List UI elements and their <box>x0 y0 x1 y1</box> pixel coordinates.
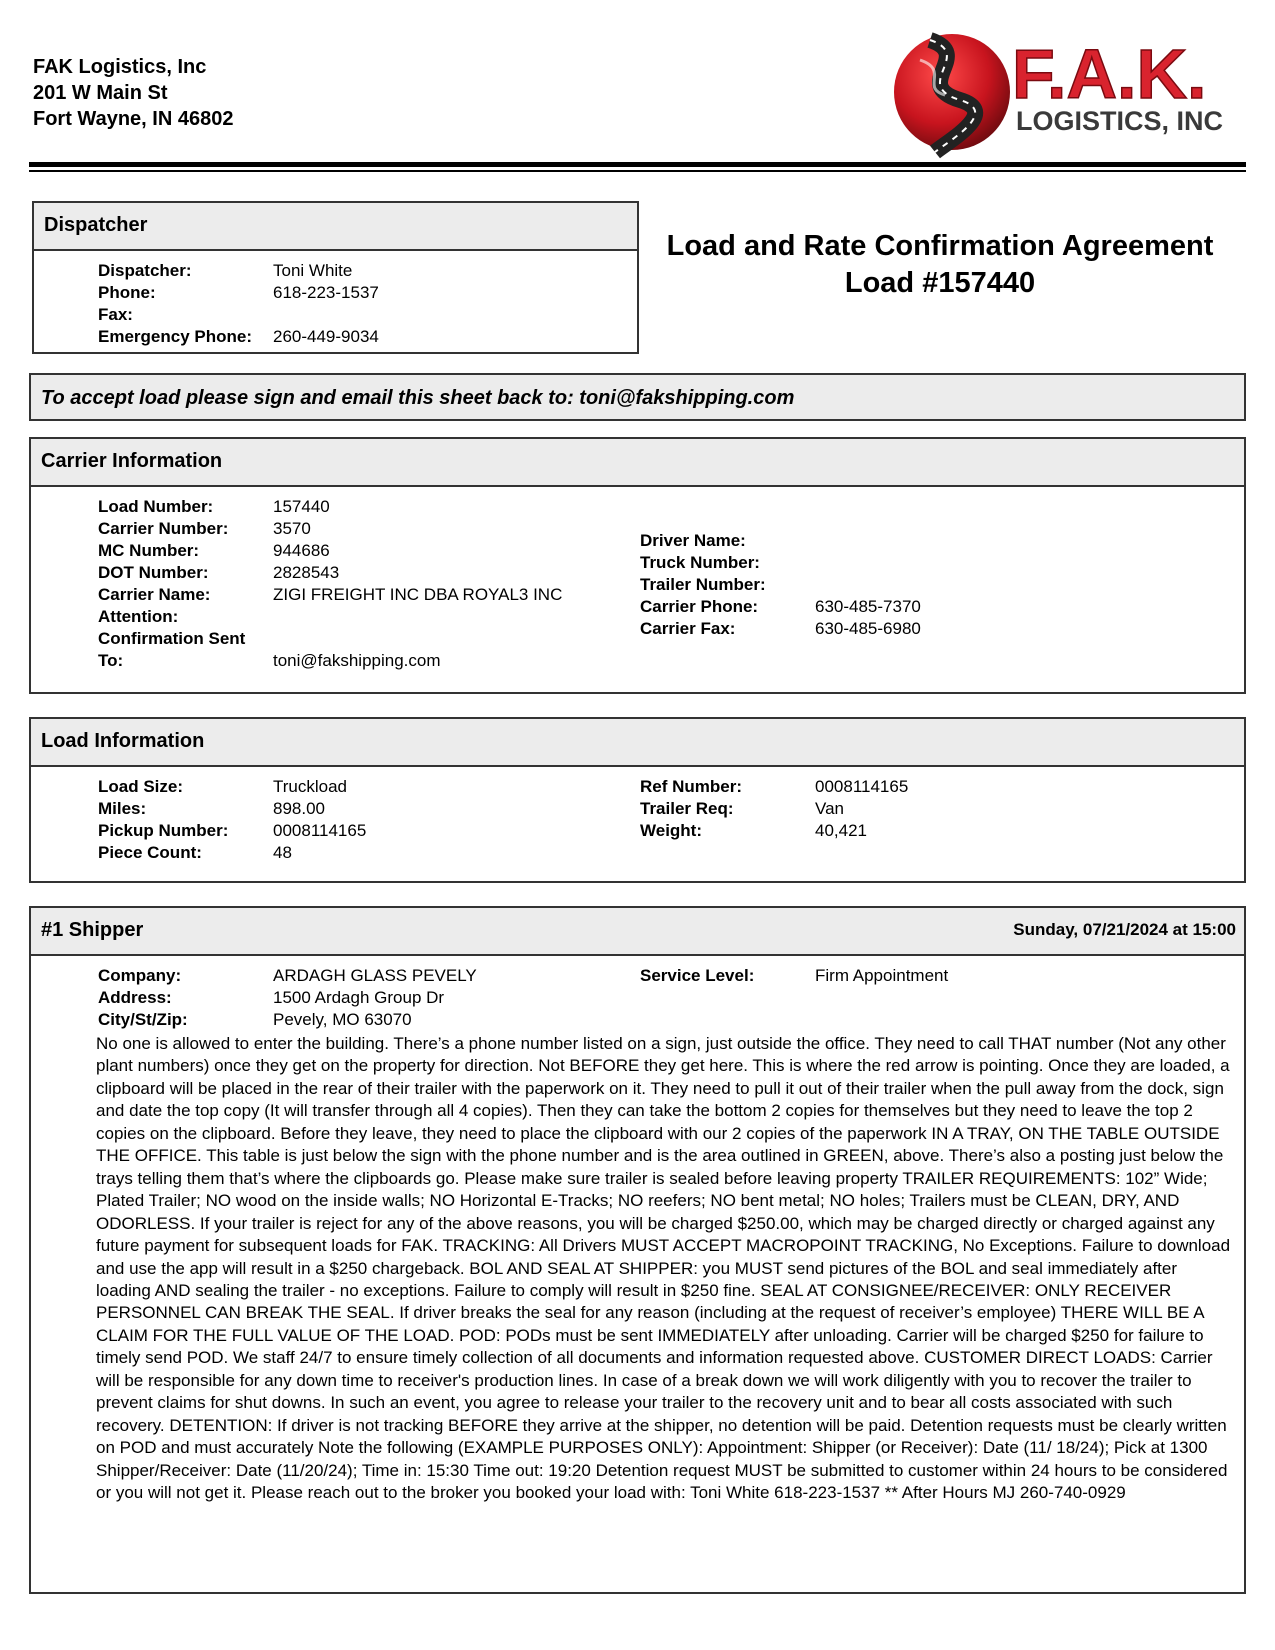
piece-count-label: Piece Count: <box>98 843 202 862</box>
carrier-info-header-label: Carrier Information <box>41 450 223 472</box>
mc-number-value: 944686 <box>273 541 330 560</box>
attention-label: Attention: <box>98 607 179 626</box>
trailer-req-label: Trailer Req: <box>640 799 734 818</box>
miles-label: Miles: <box>98 799 147 818</box>
dispatcher-box <box>32 201 639 354</box>
emergency-phone-value: 260-449-9034 <box>273 327 379 346</box>
carrier-fax-label: Carrier Fax: <box>640 619 736 638</box>
ref-number-value: 0008114165 <box>815 777 909 796</box>
load-info-header-label: Load Information <box>41 730 205 752</box>
load-info-box <box>29 717 1246 883</box>
company-street: 201 W Main St <box>33 82 168 104</box>
fak-logo <box>890 30 1240 160</box>
trailer-req-value: Van <box>815 799 844 818</box>
carrier-fax-value: 630-485-6980 <box>815 619 921 638</box>
header-rule-thin <box>29 170 1246 172</box>
service-level-value: Firm Appointment <box>815 966 949 985</box>
emergency-phone-label: Emergency Phone: <box>98 327 252 346</box>
dispatcher-header <box>34 203 637 251</box>
carrier-phone-label: Carrier Phone: <box>640 597 759 616</box>
truck-number-label: Truck Number: <box>640 553 760 572</box>
carrier-name-value: ZIGI FREIGHT INC DBA ROYAL3 INC <box>273 585 563 604</box>
shipper-header-label: #1 Shipper <box>41 919 144 941</box>
phone-label: Phone: <box>98 283 156 302</box>
dot-number-value: 2828543 <box>273 563 340 582</box>
company-name: FAK Logistics, Inc <box>33 56 207 78</box>
load-size-label: Load Size: <box>98 777 184 796</box>
fax-label: Fax: <box>98 305 133 324</box>
carrier-info-box <box>29 437 1246 694</box>
document-title-line1: Load and Rate Confirmation Agreement <box>666 230 1214 262</box>
pickup-number-label: Pickup Number: <box>98 821 229 840</box>
dot-number-label: DOT Number: <box>98 563 209 582</box>
load-size-value: Truckload <box>273 777 348 796</box>
shipper-address-value: 1500 Ardagh Group Dr <box>273 988 445 1007</box>
shipper-city-label: City/St/Zip: <box>98 1010 188 1029</box>
shipper-datetime: Sunday, 07/21/2024 at 15:00 <box>1013 920 1236 939</box>
mc-number-label: MC Number: <box>98 541 200 560</box>
logo-sub-text: LOGISTICS, INC <box>1016 106 1224 136</box>
shipper-header <box>31 908 1244 956</box>
logo-brand-text: F.A.K. <box>1012 35 1207 113</box>
accept-instructions-text: To accept load please sign and email this sheet back to: toni@fakshipping.com <box>41 387 795 409</box>
phone-value: 618-223-1537 <box>273 283 379 302</box>
company-address <box>33 54 233 132</box>
accept-instructions <box>29 373 1246 421</box>
pickup-number-value: 0008114165 <box>273 821 367 840</box>
load-info-header <box>31 719 1244 767</box>
carrier-phone-value: 630-485-7370 <box>815 597 921 616</box>
road-swirl-icon <box>894 34 1010 152</box>
carrier-info-header <box>31 439 1244 487</box>
dispatcher-value: Toni White <box>273 261 353 280</box>
header-rule-thick <box>29 162 1246 167</box>
miles-value: 898.00 <box>273 799 325 818</box>
shipper-address-label: Address: <box>98 988 172 1007</box>
service-level-label: Service Level: <box>640 966 755 985</box>
piece-count-value: 48 <box>273 843 292 862</box>
load-number-title: Load #157440 <box>844 267 1036 299</box>
trailer-number-label: Trailer Number: <box>640 575 766 594</box>
dispatcher-label: Dispatcher: <box>98 261 192 280</box>
carrier-name-label: Carrier Name: <box>98 585 211 604</box>
confirmation-to-label: To: <box>98 651 124 670</box>
ref-number-label: Ref Number: <box>640 777 743 796</box>
weight-value: 40,421 <box>815 821 867 840</box>
dispatcher-header-label: Dispatcher <box>44 214 148 236</box>
shipper-instructions: No one is allowed to enter the building. There’s a phone number listed on a sign, just outside the office. They need to call THAT number (Not any other plant numbers) once they get on the property for direction. Not BEFORE they get here. This is where the red arrow is pointing. Once they are loaded, a clipboard will be placed in the rear of their trailer with the paperwork on it. They need to pull it out of their trailer when the pull away from the dock, sign and date the top copy (It will transfer through all 4 copies). Then they can take the bottom 2 copies for themselves but they need to leave the top 2 copies on the clipboard. Before they leave, they need to place the clipboard with our 2 copies of the paperwork IN A TRAY, ON THE TABLE OUTSIDE THE OFFICE. This table is just below the sign with the phone number and is the area outlined in GREEN, above. There’s also a posting just below the trays telling them that’s where the clipboards go. Please make sure trailer is sealed before leaving property TRAILER REQUIREMENTS: 102” Wide; Plated Trailer; NO wood on the inside walls; NO Horizontal E-Tracks; NO reefers; NO bent metal; NO holes; Trailers must be CLEAN, DRY, AND ODORLESS. If your trailer is reject for any of the above reasons, you will be charged $250.00, which may be charged directly or charged against any future payment for subsequent loads for FAK. TRACKING: All Drivers MUST ACCEPT MACROPOINT TRACKING, No Exceptions. Failure to download and use the app will result in a $250 chargeback. BOL AND SEAL AT SHIPPER: you MUST send pictures of the BOL and seal immediately after loading AND sealing the trailer - no exceptions. Failure to comply will result in $250 fine. SEAL AT CONSIGNEE/RECEIVER: ONLY RECEIVER PERSONNEL CAN BREAK THE SEAL. If driver breaks the seal for any reason (including at the request of receiver’s employee) THERE WILL BE A CLAIM FOR THE FULL VALUE OF THE LOAD. POD: PODs must be sent IMMEDIATELY after unloading. Carrier will be charged $250 for failure to timely send POD. We staff 24/7 to ensure timely collection of all documents and information requested above. CUSTOMER DIRECT LOADS: Carrier will be responsible for any down time to receiver's production lines. In case of a break down we will work diligently with you to recover the trailer to prevent claims for shut downs. In such an event, you agree to release your trailer to the recovery unit and to bear all costs associated with such recovery. DETENTION: If driver is not tracking BEFORE they arrive at the shipper, no detention will be paid. Detention requests must be clearly written on POD and must accurately Note the following (EXAMPLE PURPOSES ONLY): Appointment: Shipper (or Receiver): Date (11/ 18/24); Pick at 1300 Shipper/Receiver: Date (11/20/24); Time in: 15:30 Time out: 19:20 Detention request MUST be submitted to customer within 24 hours to be considered or you will not get it. Please reach out to the broker you booked your load with: Toni White 618-223-1537 ** After Hours MJ 260-740-0929 <box>96 1034 1231 1503</box>
shipper-company-value: ARDAGH GLASS PEVELY <box>273 966 477 985</box>
carrier-number-value: 3570 <box>273 519 311 538</box>
shipper-company-label: Company: <box>98 966 182 985</box>
carrier-number-label: Carrier Number: <box>98 519 229 538</box>
shipper-city-value: Pevely, MO 63070 <box>273 1010 412 1029</box>
confirmation-sent-label: Confirmation Sent <box>98 629 246 648</box>
load-number-label: Load Number: <box>98 497 214 516</box>
driver-name-label: Driver Name: <box>640 531 746 550</box>
weight-label: Weight: <box>640 821 703 840</box>
confirmation-to-value: toni@fakshipping.com <box>273 651 441 670</box>
company-city-state-zip: Fort Wayne, IN 46802 <box>33 108 234 130</box>
load-number-value: 157440 <box>273 497 330 516</box>
document-title <box>640 228 1240 302</box>
